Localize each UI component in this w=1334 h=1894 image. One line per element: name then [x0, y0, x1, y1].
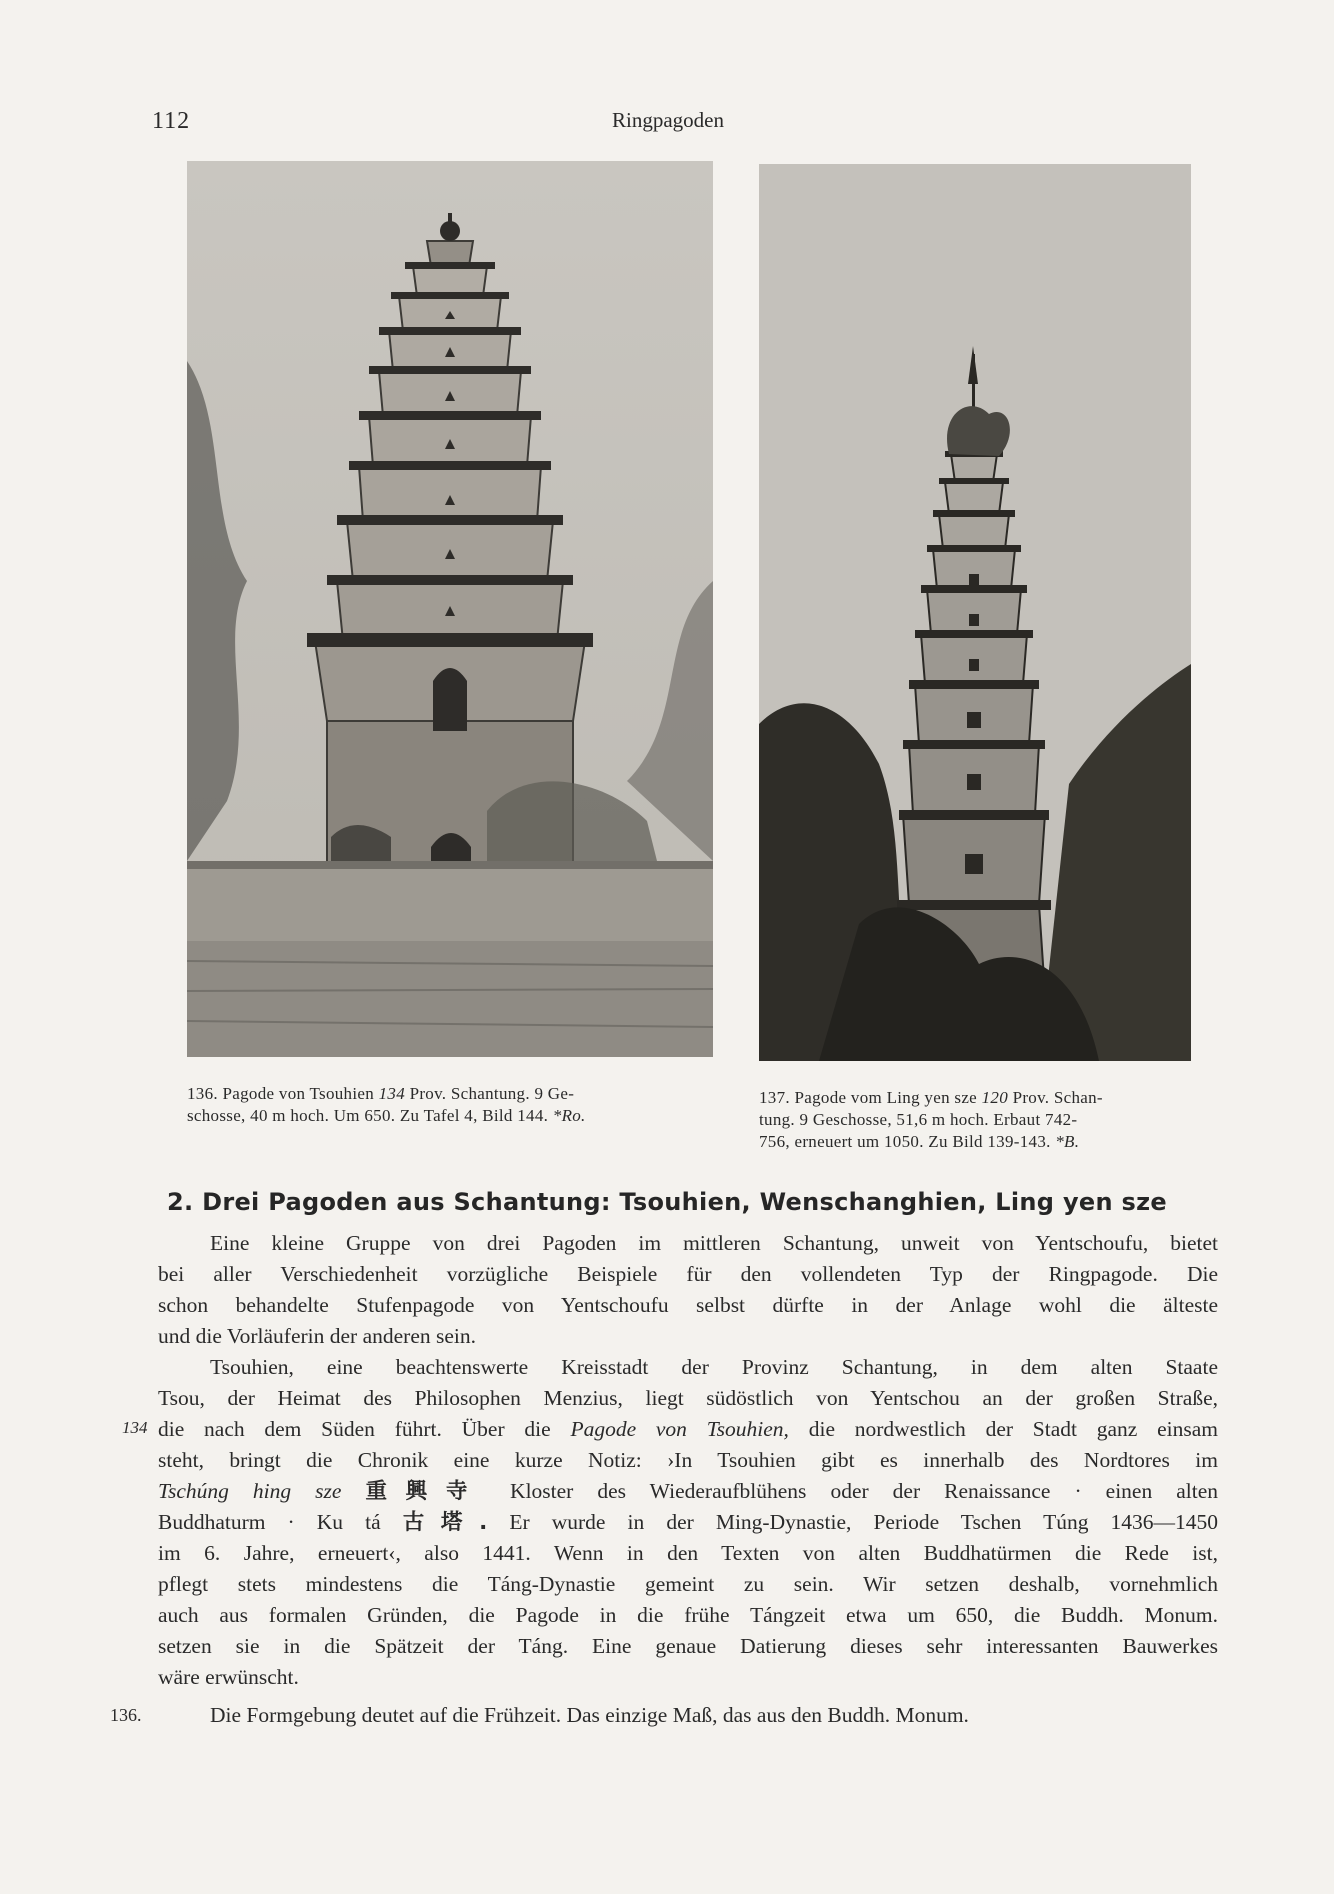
caption-137-text-b: Prov. Schan- — [1012, 1088, 1103, 1107]
p1-line-3: schon behandelte Stufenpagode von Yentschoufu selbst dürfte in der Anlage wohl die älteste — [158, 1293, 1218, 1317]
p2-line-8: pflegt stets mindestens die Táng-Dynastie gemeint zu sein. Wir setzen deshalb, vornehmlich — [158, 1572, 1218, 1596]
p2-line-3: die nach dem Süden führt. Über die Pagode von Tsouhien, die nordwestlich der Stadt ganz einsam — [158, 1417, 1219, 1441]
p2-line-10: setzen sie in die Spätzeit der Táng. Eine genaue Datierung dieses sehr interessanten Bauwerkes — [158, 1634, 1218, 1658]
p2-line-4: steht, bringt die Chronik eine kurze Notiz: ›In Tsouhien gibt es innerhalb des Nordtores im — [158, 1448, 1218, 1472]
caption-136-ref: 134 — [378, 1084, 405, 1103]
paragraph-1 — [158, 1228, 1218, 1352]
p3-line-1: Die Formgebung deutet auf die Frühzeit. Das einzige Maß, das aus den Buddh. Monum. — [210, 1703, 969, 1727]
caption-137-line3: 756, erneuert um 1050. Zu Bild 139-143. — [759, 1132, 1051, 1151]
pagoda-ling-yen-sze-image — [759, 164, 1191, 1061]
figure-137-caption — [759, 1087, 1191, 1153]
p2-line-2: Tsou, der Heimat des Philosophen Menzius, liegt südöstlich von Yentschou an der großen Straße, — [158, 1386, 1218, 1410]
cjk-chung-hsing-ssu: 重興寺 — [365, 1479, 486, 1504]
paragraph-3 — [158, 1700, 1218, 1731]
caption-136-text: 136. Pagode von Tsouhien — [187, 1084, 375, 1103]
page-number: 112 — [152, 108, 191, 134]
running-head — [152, 108, 1184, 138]
p2-line-7: im 6. Jahre, erneuert‹, also 1441. Wenn in den Texten von alten Buddhatürmen die Rede ist, — [158, 1541, 1218, 1565]
section-heading: 2. Drei Pagoden aus Schantung: Tsouhien, Wenschanghien, Ling yen sze — [167, 1188, 1167, 1216]
caption-136-source: *Ro. — [552, 1106, 586, 1125]
caption-136-line2: schosse, 40 m hoch. Um 650. Zu Tafel 4, Bild 144. — [187, 1106, 549, 1125]
p1-line-4: und die Vorläuferin der anderen sein. — [158, 1324, 477, 1348]
figure-137-photo — [759, 164, 1191, 1061]
p1-line-2: bei aller Verschiedenheit vorzügliche Beispiele für den vollendeten Typ der Ringpagode. Die — [158, 1262, 1218, 1286]
p2-line-9: auch aus formalen Gründen, die Pagode in die frühe Tángzeit etwa um 650, die Buddh. Monum. — [158, 1603, 1218, 1627]
paragraph-2 — [158, 1352, 1218, 1693]
caption-137-ref: 120 — [981, 1088, 1008, 1107]
p2-line-5: Tschúng hing sze 重興寺 Kloster des Wiederaufblühens oder der Renaissance · einen alten — [158, 1479, 1219, 1504]
caption-137-text: 137. Pagode vom Ling yen sze — [759, 1088, 978, 1107]
caption-137-line2: tung. 9 Geschosse, 51,6 m hoch. Erbaut 742- — [759, 1110, 1078, 1129]
figure-136-caption — [187, 1083, 705, 1127]
p2-line-1: Tsouhien, eine beachtenswerte Kreisstadt der Provinz Schantung, in dem alten Staate — [210, 1355, 1218, 1379]
tschung-hing-sze-italic: Tschúng hing sze — [158, 1479, 342, 1503]
caption-137-source: *B. — [1055, 1132, 1080, 1151]
margin-ref-134: 134 — [122, 1418, 148, 1437]
running-title: Ringpagoden — [612, 108, 724, 132]
pagoda-tsouhien-image — [187, 161, 713, 1057]
pagode-von-tsouhien-italic: Pagode von Tsouhien, — [570, 1417, 789, 1441]
p2-line-6: Buddhaturm · Ku tá 古塔. Er wurde in der Ming-Dynastie, Periode Tschen Túng 1436—1450 — [158, 1510, 1219, 1535]
margin-fig-136: 136. — [110, 1705, 142, 1725]
p2-line-11: wäre erwünscht. — [158, 1665, 299, 1689]
cjk-ku-ta: 古塔. — [402, 1510, 488, 1535]
caption-136-text-b: Prov. Schantung. 9 Ge- — [409, 1084, 575, 1103]
figure-136-photo — [187, 161, 713, 1057]
p1-line-1: Eine kleine Gruppe von drei Pagoden im mittleren Schantung, unweit von Yentschoufu, bietet — [210, 1231, 1218, 1255]
